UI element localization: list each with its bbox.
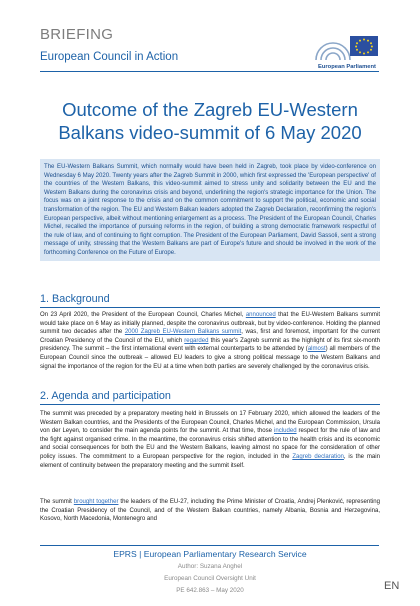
regarded-link[interactable]: regarded [184,337,209,344]
section-heading-agenda: 2. Agenda and participation [40,390,171,402]
page-title [20,98,400,144]
european-parliament-logo [314,30,380,66]
zagreb-2000-summit-link[interactable]: 2000 Zagreb EU-Western Balkans summit [124,329,242,336]
series-name: European Council in Action [40,51,179,63]
briefing-kicker: BRIEFING [40,26,114,43]
announced-link[interactable]: announced [245,312,276,318]
section-heading-background: 1. Background [40,293,110,305]
section-body-background: On 23 April 2020, the President of the European Council, Charles Michel, announced that the EU-Western Balkans summit would take place on 6 May as initially planned, despite the coronavirus outbreak, but by video-conference. Holding the planned summit two decades after the 2000 Zagreb EU-Western Balkans summit, was, first and foremost, important for the current Croatian Presidency of the Council of the EU, which regarded this year's Zagreb summit as the highlight of its first six-month presidency. The summit – the first international event with external counterparts to be attended by (almost) all members of the European Council since the outbreak – allowed EU leaders to give a strong political message to the Western Balkans and signal the importance of the region for the EU at a time when both parties are severely challenged by the coronavirus crisis. [40,312,380,370]
title-line-1: Outcome of the Zagreb EU-Western [62,99,358,120]
section-body-agenda: The summit was preceded by a preparatory meeting held in Brussels on 17 February 2020, which allowed the leaders of the Western Balkan countries, and the Presidents of the European Council, Charles Michel, and the European Commission, Ursula von der Leyen, to consider the main agenda points for the summit. At that time, those included respect for the rule of law and the fight against organised crime. In the meantime, the coronavirus crisis shifted attention to the health crisis and its economic and social consequences for both the EU and the Western Balkans, leaving almost no space for the consideration of other policy issues. The commitment to a European perspective for the region, included in the Zagreb declaration, is the main element of continuity between the preparatory meeting and the summit itself. [40,411,380,469]
eu-flag-icon [350,36,378,56]
section-body-participation: The summit brought together the leaders of the EU-27, including the Prime Minister of Croatia, Andrej Plenković, representing the Croatian Presidency of the Council, and of the Western Balkan countries, namely Albania, Bosnia and Herzegovina, Kosovo, North Macedonia, Montenegro and [40,499,381,523]
header-rule [40,71,379,72]
title-line-2: Balkans video-summit of 6 May 2020 [58,122,362,143]
almost-link[interactable]: almost [307,346,326,353]
brought-together-link[interactable]: brought together [73,499,119,505]
hemicycle-icon [316,43,350,60]
section-rule [40,404,380,405]
included-link[interactable]: included [274,428,297,435]
language-code: EN [384,580,400,592]
footer-reference: PE 642.863 – May 2020 [176,587,244,594]
footer-author: Author: Suzana Anghel [177,563,243,570]
intro-summary: The EU-Western Balkans Summit, which normally would have been held in Zagreb, took place by video-conference on Wednesday 6 May 2020. Twenty years after the Zagreb Summit in 2000, which first expressed the 'European perspective' of the countries of the Western Balkans, this video-summit aimed to stress unity and solidarity between the EU and the Western Balkans during the coronavirus crisis and beyond, underlining the region's strategic importance for the Union. The focus was on a joint response to the crisis and on the common commitment to support the political, economic and social transformation of the region. The EU and Western Balkan leaders adopted the Zagreb Declaration, reconfirming the region's European perspective, albeit without mentioning enlargement as a process. The President of the European Council, Charles Michel, recalled the importance of pursuing reforms in the region, of building a strong democratic framework respectful of the rule of law, and of continuing to fight corruption. The President of the European Parliament, David Sassoli, sent a strong message of unity, stressing that the Western Balkans are part of Europe's future and should be involved in the work of the forthcoming Conference on the Future of Europe. [40,159,380,261]
footer-organisation: EPRS | European Parliamentary Research Service [113,549,307,559]
footer-rule [40,545,379,546]
logo-label: European Parliament [318,64,376,70]
section-rule [40,307,380,308]
zagreb-declaration-link[interactable]: Zagreb declaration [292,453,344,460]
footer-unit: European Council Oversight Unit [164,575,256,582]
